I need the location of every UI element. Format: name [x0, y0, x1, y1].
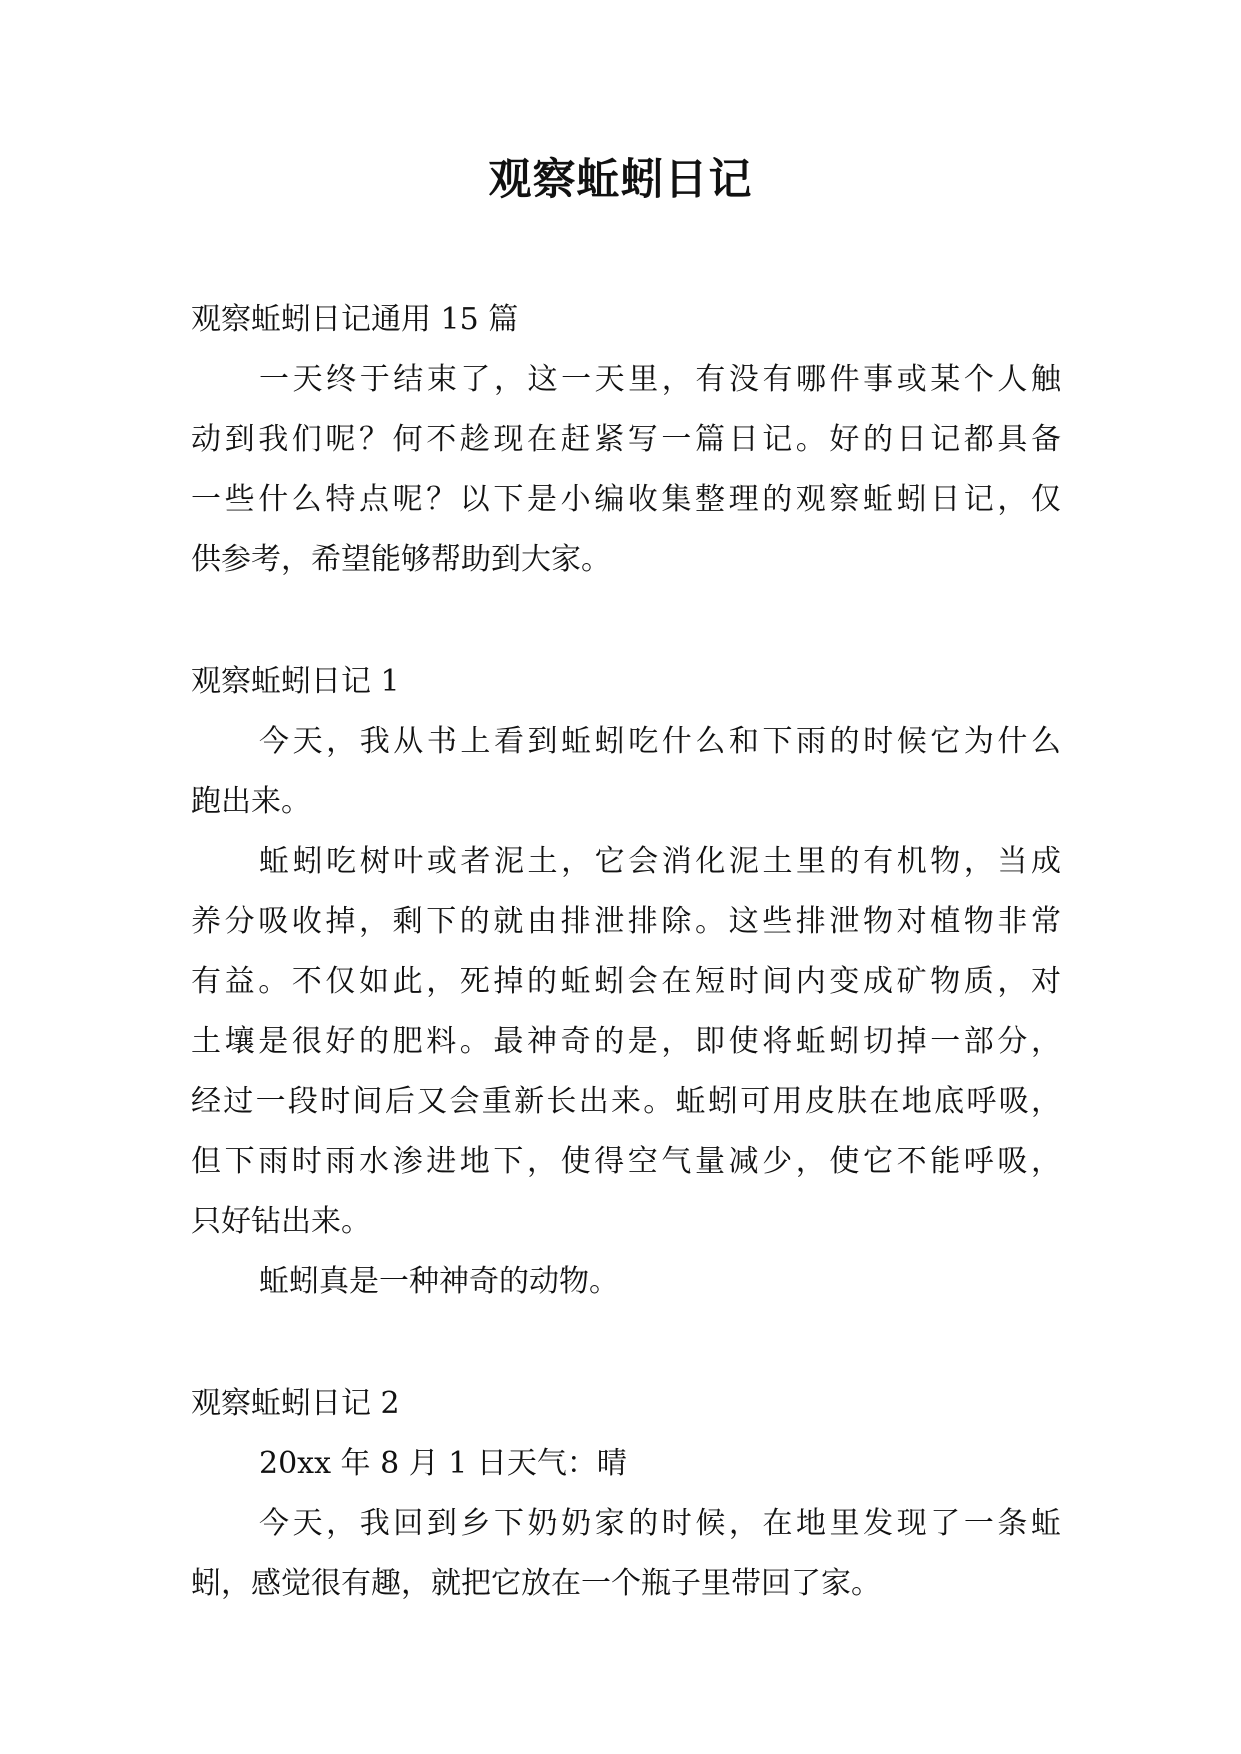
- paragraph-line: 跑出来。: [191, 784, 311, 819]
- paragraph-line: 一些什么特点呢？以下是小编收集整理的观察蚯蚓日记，仅: [191, 482, 1061, 517]
- section-gap: [191, 590, 1061, 652]
- document-body: [191, 290, 1061, 1614]
- paragraph-line: 但下雨时雨水渗进地下，使得空气量减少，使它不能呼吸，: [191, 1144, 1061, 1179]
- paragraph-line: 蚓，感觉很有趣，就把它放在一个瓶子里带回了家。: [191, 1566, 881, 1601]
- intro-paragraph: [191, 350, 1061, 590]
- paragraph-line: 今天，我回到乡下奶奶家的时候，在地里发现了一条蚯: [259, 1506, 1061, 1541]
- document-title: 观察蚯蚓日记: [488, 155, 753, 205]
- entry-paragraph: [191, 832, 1061, 1252]
- paragraph-line: 有益。不仅如此，死掉的蚯蚓会在短时间内变成矿物质，对: [191, 964, 1061, 999]
- paragraph-line: 蚯蚓吃树叶或者泥土，它会消化泥土里的有机物，当成: [259, 844, 1061, 879]
- entry-paragraph: [191, 712, 1061, 832]
- entry-paragraph: [191, 1252, 1061, 1312]
- paragraph-line: 供参考，希望能够帮助到大家。: [191, 542, 611, 577]
- document-subtitle: 观察蚯蚓日记通用 15 篇: [191, 302, 519, 337]
- paragraph-line: 土壤是很好的肥料。最神奇的是，即使将蚯蚓切掉一部分，: [191, 1024, 1061, 1059]
- paragraph-line: 今天，我从书上看到蚯蚓吃什么和下雨的时候它为什么: [259, 724, 1061, 759]
- entry-heading: 观察蚯蚓日记 1: [191, 664, 400, 699]
- paragraph-line: 经过一段时间后又会重新长出来。蚯蚓可用皮肤在地底呼吸，: [191, 1084, 1061, 1119]
- entry-date-line: 20xx 年 8 月 1 日天气：晴: [259, 1446, 627, 1481]
- entry-heading: 观察蚯蚓日记 2: [191, 1386, 400, 1421]
- section-gap: [191, 1312, 1061, 1374]
- paragraph-line: 动到我们呢？何不趁现在赶紧写一篇日记。好的日记都具备: [191, 422, 1061, 457]
- paragraph-line: 一天终于结束了，这一天里，有没有哪件事或某个人触: [259, 362, 1061, 397]
- paragraph-line: 蚯蚓真是一种神奇的动物。: [259, 1264, 619, 1299]
- paragraph-line: 养分吸收掉，剩下的就由排泄排除。这些排泄物对植物非常: [191, 904, 1061, 939]
- entry-paragraph: [191, 1494, 1061, 1614]
- paragraph-line: 只好钻出来。: [191, 1204, 371, 1239]
